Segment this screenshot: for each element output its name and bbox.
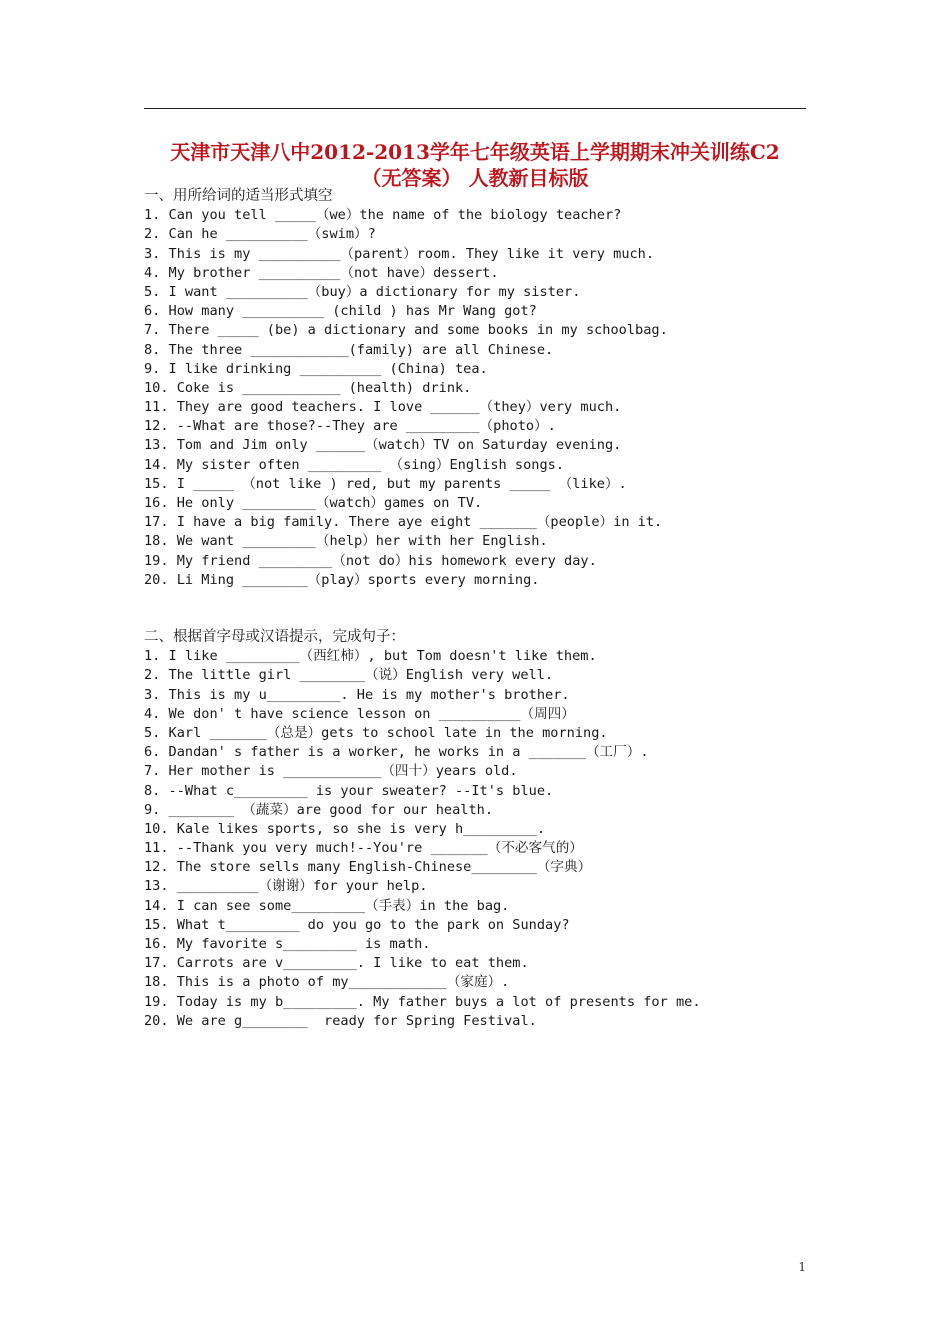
exercise-item: 1. I like _________（西红柿）, but Tom doesn't like them. [144,648,597,665]
exercise-item: 9. ________ （蔬菜）are good for our health. [144,801,494,818]
exercise-item: 1. Can you tell _____（we）the name of the biology teacher? [144,207,622,224]
exercise-item: 8. The three ____________(family) are all Chinese. [144,341,554,358]
exercise-item: 14. My sister often _________ （sing）English songs. [144,456,565,473]
document-title-line-2: （无答案） 人教新目标版 [361,166,589,190]
exercise-item: 13. __________（谢谢）for your help. [144,878,428,895]
section-heading: 一、用所给词的适当形式填空 [144,188,333,204]
exercise-item: 17. I have a big family. There aye eight _______（people）in it. [144,514,663,531]
exercise-item: 19. My friend _________（not do）his homework every day. [144,552,597,569]
exercise-item: 20. Li Ming ________（play）sports every morning. [144,571,540,588]
exercise-item: 8. --What c_________ is your sweater? --It's blue. [144,782,554,799]
exercise-item: 16. He only _________（watch）games on TV. [144,495,483,511]
exercise-item: 17. Carrots are v_________. I like to eat them. [144,955,529,972]
exercise-item: 4. We don' t have science lesson on __________（周四） [144,705,575,722]
exercise-item: 11. They are good teachers. I love ______（they）very much. [144,399,622,416]
exercise-item: 11. --Thank you very much!--You're _______（不必客气的） [144,840,583,857]
exercise-item: 3. This is my u_________. He is my mother's brother. [144,686,570,703]
exercise-item: 9. I like drinking __________ (China) tea. [144,360,488,377]
exercise-item: 5. I want __________（buy）a dictionary for my sister. [144,283,581,300]
exercise-item: 6. Dandan' s father is a worker, he works in a _______（工厂）. [144,744,649,761]
exercise-item: 12. The store sells many English-Chinese________（字典） [144,859,592,876]
exercise-item: 15. What t_________ do you go to the park on Sunday? [144,916,570,933]
header-rule [144,108,806,109]
exercise-item: 18. This is a photo of my____________（家庭）. [144,974,510,991]
exercise-item: 2. The little girl ________（说）English very well. [144,667,554,684]
section-complete-sentences [144,628,824,1031]
exercise-item: 4. My brother __________（not have）dessert. [144,264,499,281]
exercise-item: 5. Karl _______（总是）gets to school late in the morning. [144,724,608,741]
page-number: 1 [798,1260,806,1274]
exercise-item: 10. Kale likes sports, so she is very h_________. [144,820,546,837]
exercise-item: 15. I _____ （not like ) red, but my parents _____ （like）. [144,475,627,492]
exercise-item: 6. How many __________ (child ) has Mr Wang got? [144,303,537,320]
exercise-item: 7. There _____ (be) a dictionary and some books in my schoolbag. [144,322,668,339]
exercise-item: 12. --What are those?--They are _________（photo）. [144,418,556,435]
exercise-item: 20. We are g________ ready for Spring Festival. [144,1012,537,1029]
section-heading: 二、根据首字母或汉语提示，完成句子： [144,629,405,645]
exercise-item: 7. Her mother is ____________（四十）years old. [144,763,518,780]
section-fill-in-word-forms [144,187,824,590]
document-title-line-1: 天津市天津八中2012-2013学年七年级英语上学期期末冲关训练C2 [170,140,780,164]
exercise-item: 2. Can he __________（swim）? [144,226,376,243]
exercise-item: 10. Coke is ____________ (health) drink. [144,379,472,396]
exercise-item: 13. Tom and Jim only ______（watch）TV on Saturday evening. [144,437,622,454]
exercise-item: 14. I can see some_________（手表）in the bag. [144,897,510,914]
exercise-item: 3. This is my __________（parent）room. They like it very much. [144,245,655,262]
exercise-item: 19. Today is my b_________. My father buys a lot of presents for me. [144,993,701,1010]
exercise-item: 16. My favorite s_________ is math. [144,936,431,952]
exercise-item: 18. We want _________（help）her with her English. [144,533,548,550]
